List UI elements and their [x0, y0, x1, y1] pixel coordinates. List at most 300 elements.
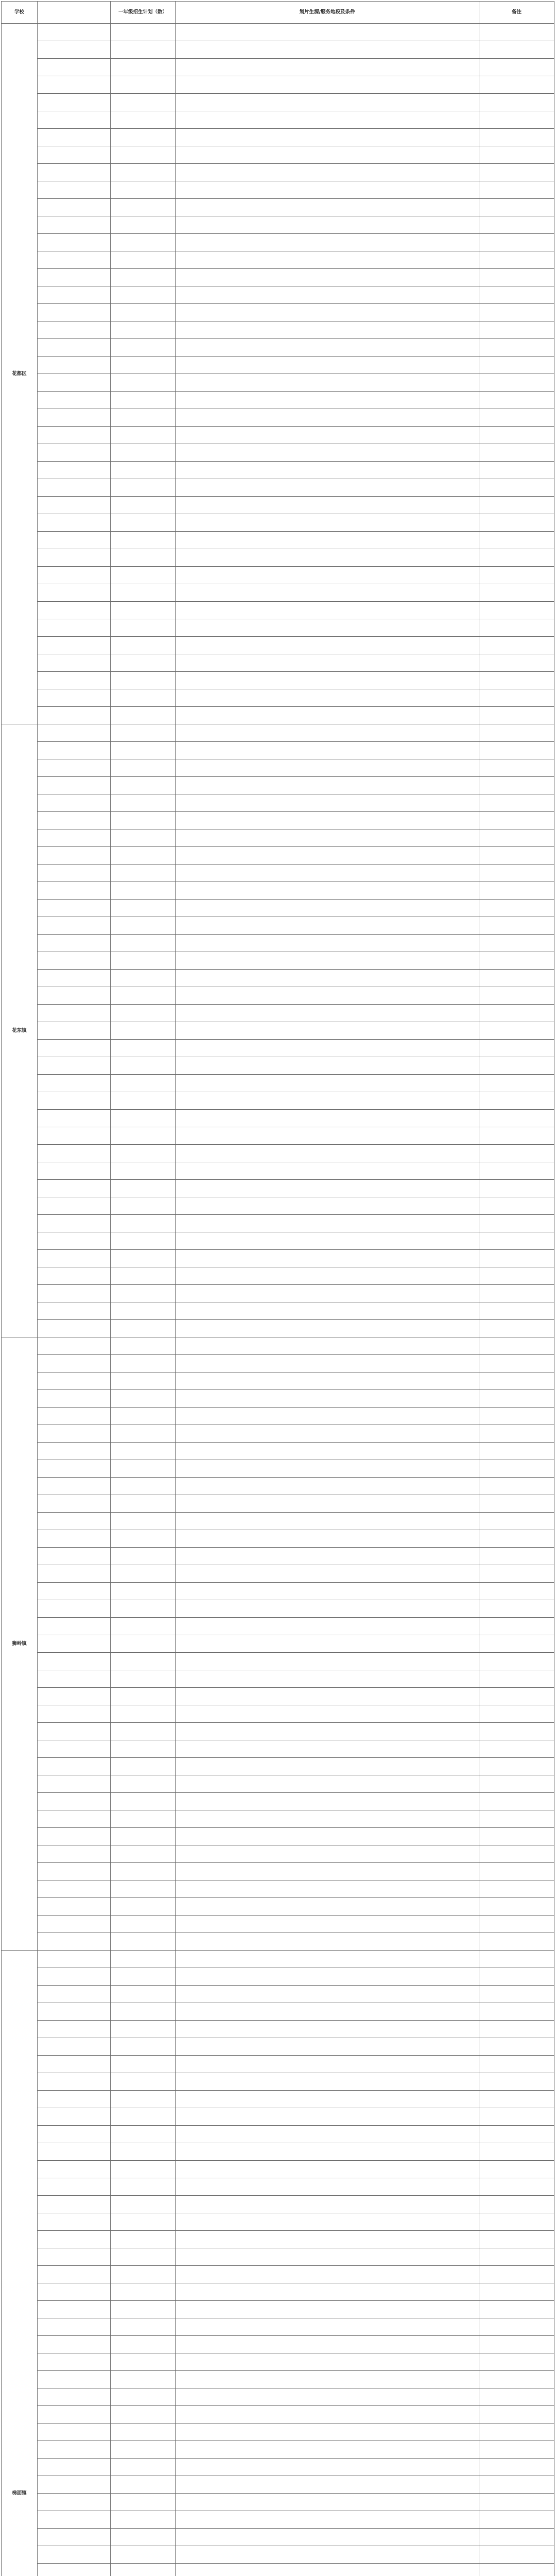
remark-cell: [479, 1758, 554, 1775]
table-row: [2, 2161, 554, 2178]
table-row: [2, 1215, 554, 1232]
quota-cell: [111, 637, 176, 654]
table-row: [2, 2266, 554, 2283]
area-cell: [176, 1197, 479, 1215]
table-row: [2, 1565, 554, 1583]
area-cell: [176, 1916, 479, 1933]
remark-cell: [479, 2161, 554, 2178]
header-area: 划片生源/服务地段及条件: [176, 2, 479, 24]
remark-cell: [479, 917, 554, 935]
area-cell: [176, 865, 479, 882]
table-row: [2, 865, 554, 882]
table-row: [2, 1075, 554, 1092]
quota-cell: [111, 2494, 176, 2511]
table-row: [2, 146, 554, 164]
area-cell: [176, 1408, 479, 1425]
school-name-cell: [38, 444, 111, 462]
remark-cell: [479, 672, 554, 689]
quota-cell: [111, 707, 176, 724]
area-cell: [176, 812, 479, 829]
school-name-cell: [38, 707, 111, 724]
table-row: [2, 1863, 554, 1880]
remark-cell: [479, 2318, 554, 2336]
area-cell: [176, 707, 479, 724]
area-cell: [176, 2476, 479, 2494]
quota-cell: [111, 1688, 176, 1705]
area-cell: [176, 1005, 479, 1022]
school-name-cell: [38, 1810, 111, 1828]
remark-cell: [479, 900, 554, 917]
table-row: [2, 654, 554, 672]
quota-cell: [111, 1530, 176, 1548]
table-row: [2, 2021, 554, 2038]
area-cell: [176, 847, 479, 865]
area-cell: [176, 689, 479, 707]
quota-cell: [111, 2021, 176, 2038]
remark-cell: [479, 1390, 554, 1408]
remark-cell: [479, 1180, 554, 1197]
area-cell: [176, 2073, 479, 2091]
table-row: [2, 619, 554, 637]
remark-cell: [479, 1793, 554, 1810]
remark-cell: [479, 2494, 554, 2511]
area-cell: [176, 1845, 479, 1863]
table-row: [2, 24, 554, 41]
quota-cell: [111, 1355, 176, 1372]
quota-cell: [111, 1968, 176, 1986]
table-row: [2, 1162, 554, 1180]
remark-cell: [479, 689, 554, 707]
table-row: [2, 2178, 554, 2196]
quota-cell: [111, 357, 176, 374]
remark-cell: [479, 2529, 554, 2546]
remark-cell: [479, 392, 554, 409]
remark-cell: [479, 1057, 554, 1075]
area-cell: [176, 1215, 479, 1232]
district-cell: 花都区: [2, 24, 38, 724]
school-name-cell: [38, 1425, 111, 1443]
area-cell: [176, 1828, 479, 1845]
remark-cell: [479, 1443, 554, 1460]
table-row: [2, 339, 554, 357]
area-cell: [176, 164, 479, 181]
remark-cell: [479, 2353, 554, 2371]
area-cell: [176, 1425, 479, 1443]
remark-cell: [479, 1933, 554, 1951]
area-cell: [176, 619, 479, 637]
table-row: [2, 321, 554, 339]
quota-cell: [111, 2301, 176, 2318]
remark-cell: [479, 2056, 554, 2073]
school-name-cell: [38, 462, 111, 479]
school-name-cell: [38, 392, 111, 409]
table-row: [2, 234, 554, 251]
quota-cell: [111, 1916, 176, 1933]
quota-cell: [111, 59, 176, 76]
quota-cell: [111, 1758, 176, 1775]
remark-cell: [479, 1548, 554, 1565]
remark-cell: [479, 234, 554, 251]
quota-cell: [111, 2546, 176, 2564]
area-cell: [176, 181, 479, 199]
school-name-cell: [38, 637, 111, 654]
table-row: [2, 987, 554, 1005]
table-row: [2, 286, 554, 304]
table-row: [2, 1688, 554, 1705]
school-name-cell: [38, 2091, 111, 2108]
school-name-cell: [38, 2073, 111, 2091]
area-cell: [176, 1653, 479, 1670]
quota-cell: [111, 567, 176, 584]
quota-cell: [111, 1740, 176, 1758]
area-cell: [176, 1162, 479, 1180]
quota-cell: [111, 2073, 176, 2091]
school-name-cell: [38, 1758, 111, 1775]
school-name-cell: [38, 1495, 111, 1513]
quota-cell: [111, 952, 176, 970]
remark-cell: [479, 2283, 554, 2301]
quota-cell: [111, 374, 176, 392]
quota-cell: [111, 1635, 176, 1653]
school-name-cell: [38, 164, 111, 181]
school-name-cell: [38, 917, 111, 935]
area-cell: [176, 2213, 479, 2231]
area-cell: [176, 602, 479, 619]
table-row: [2, 2371, 554, 2388]
remark-cell: [479, 724, 554, 742]
remark-cell: [479, 146, 554, 164]
school-name-cell: [38, 1145, 111, 1162]
quota-cell: [111, 1513, 176, 1530]
quota-cell: [111, 742, 176, 759]
remark-cell: [479, 216, 554, 234]
school-name-cell: [38, 2266, 111, 2283]
school-name-cell: [38, 1670, 111, 1688]
remark-cell: [479, 1986, 554, 2003]
school-name-cell: [38, 357, 111, 374]
table-row: [2, 2283, 554, 2301]
table-row: [2, 1127, 554, 1145]
quota-cell: [111, 1337, 176, 1355]
remark-cell: [479, 497, 554, 514]
table-row: [2, 357, 554, 374]
remark-cell: [479, 794, 554, 812]
remark-cell: [479, 94, 554, 111]
table-row: [2, 1443, 554, 1460]
area-cell: [176, 549, 479, 567]
quota-cell: [111, 1180, 176, 1197]
quota-cell: [111, 1880, 176, 1898]
school-name-cell: [38, 1127, 111, 1145]
table-row: [2, 2301, 554, 2318]
area-cell: [176, 374, 479, 392]
quota-cell: [111, 794, 176, 812]
remark-cell: [479, 2021, 554, 2038]
quota-cell: [111, 2143, 176, 2161]
area-cell: [176, 76, 479, 94]
quota-cell: [111, 2266, 176, 2283]
school-name-cell: [38, 952, 111, 970]
table-row: [2, 1653, 554, 1670]
area-cell: [176, 2301, 479, 2318]
quota-cell: [111, 1285, 176, 1302]
area-cell: [176, 1372, 479, 1390]
school-name-cell: [38, 1635, 111, 1653]
remark-cell: [479, 2248, 554, 2266]
area-cell: [176, 970, 479, 987]
quota-cell: [111, 2441, 176, 2459]
remark-cell: [479, 1880, 554, 1898]
area-cell: [176, 94, 479, 111]
school-name-cell: [38, 1565, 111, 1583]
school-name-cell: [38, 2494, 111, 2511]
table-row: [2, 2546, 554, 2564]
area-cell: [176, 2371, 479, 2388]
quota-cell: [111, 865, 176, 882]
remark-cell: [479, 199, 554, 216]
area-cell: [176, 742, 479, 759]
school-name-cell: [38, 1723, 111, 1740]
quota-cell: [111, 129, 176, 146]
table-row: [2, 1110, 554, 1127]
quota-cell: [111, 304, 176, 321]
area-cell: [176, 2161, 479, 2178]
table-row: [2, 1513, 554, 1530]
area-cell: [176, 2459, 479, 2476]
remark-cell: [479, 2371, 554, 2388]
table-row: [2, 829, 554, 847]
quota-cell: [111, 111, 176, 129]
area-cell: [176, 654, 479, 672]
table-row: [2, 514, 554, 532]
area-cell: [176, 1951, 479, 1968]
school-name-cell: [38, 532, 111, 549]
remark-cell: [479, 1145, 554, 1162]
school-name-cell: [38, 1548, 111, 1565]
quota-cell: [111, 321, 176, 339]
quota-cell: [111, 1092, 176, 1110]
remark-cell: [479, 1828, 554, 1845]
school-name-cell: [38, 987, 111, 1005]
school-name-cell: [38, 1285, 111, 1302]
table-row: [2, 1320, 554, 1337]
area-cell: [176, 129, 479, 146]
quota-cell: [111, 1863, 176, 1880]
area-cell: [176, 1075, 479, 1092]
table-row: [2, 2511, 554, 2529]
school-name-cell: [38, 2003, 111, 2021]
area-cell: [176, 1337, 479, 1355]
school-name-cell: [38, 2126, 111, 2143]
remark-cell: [479, 584, 554, 602]
school-name-cell: [38, 94, 111, 111]
school-name-cell: [38, 1653, 111, 1670]
table-row: [2, 2038, 554, 2056]
quota-cell: [111, 76, 176, 94]
school-name-cell: [38, 2388, 111, 2406]
quota-cell: [111, 2248, 176, 2266]
area-cell: [176, 2318, 479, 2336]
area-cell: [176, 2283, 479, 2301]
quota-cell: [111, 392, 176, 409]
remark-cell: [479, 181, 554, 199]
table-row: [2, 1267, 554, 1285]
area-cell: [176, 1460, 479, 1478]
remark-cell: [479, 24, 554, 41]
school-name-cell: [38, 129, 111, 146]
header-quota: 一年级招生计划（数）: [111, 2, 176, 24]
table-row: [2, 1460, 554, 1478]
area-cell: [176, 1267, 479, 1285]
remark-cell: [479, 882, 554, 900]
remark-cell: [479, 2441, 554, 2459]
area-cell: [176, 199, 479, 216]
quota-cell: [111, 672, 176, 689]
school-name-cell: [38, 2108, 111, 2126]
remark-cell: [479, 777, 554, 794]
school-name-cell: [38, 1740, 111, 1758]
quota-cell: [111, 1775, 176, 1793]
table-row: [2, 2318, 554, 2336]
remark-cell: [479, 2546, 554, 2564]
quota-cell: [111, 1110, 176, 1127]
remark-cell: [479, 654, 554, 672]
area-cell: [176, 1092, 479, 1110]
quota-cell: [111, 1197, 176, 1215]
remark-cell: [479, 164, 554, 181]
school-name-cell: [38, 812, 111, 829]
school-name-cell: [38, 1250, 111, 1267]
area-cell: [176, 1478, 479, 1495]
table-row: [2, 2529, 554, 2546]
area-cell: [176, 1758, 479, 1775]
quota-cell: [111, 24, 176, 41]
school-name-cell: [38, 847, 111, 865]
remark-cell: [479, 1460, 554, 1478]
remark-cell: [479, 1863, 554, 1880]
school-name-cell: [38, 76, 111, 94]
school-name-cell: [38, 1513, 111, 1530]
school-name-cell: [38, 2564, 111, 2576]
area-cell: [176, 1670, 479, 1688]
school-name-cell: [38, 181, 111, 199]
area-cell: [176, 41, 479, 59]
remark-cell: [479, 1705, 554, 1723]
remark-cell: [479, 1495, 554, 1513]
school-name-cell: [38, 146, 111, 164]
table-row: [2, 794, 554, 812]
area-cell: [176, 2178, 479, 2196]
area-cell: [176, 1583, 479, 1600]
quota-cell: [111, 847, 176, 865]
table-row: [2, 129, 554, 146]
quota-cell: [111, 234, 176, 251]
remark-cell: [479, 59, 554, 76]
table-row: [2, 952, 554, 970]
school-name-cell: [38, 1863, 111, 1880]
quota-cell: [111, 286, 176, 304]
school-name-cell: [38, 1215, 111, 1232]
remark-cell: [479, 1092, 554, 1110]
school-name-cell: [38, 1880, 111, 1898]
area-cell: [176, 2511, 479, 2529]
school-name-cell: [38, 2161, 111, 2178]
quota-cell: [111, 2476, 176, 2494]
school-name-cell: [38, 2301, 111, 2318]
quota-cell: [111, 2231, 176, 2248]
quota-cell: [111, 462, 176, 479]
area-cell: [176, 1355, 479, 1372]
area-cell: [176, 111, 479, 129]
school-name-cell: [38, 1320, 111, 1337]
remark-cell: [479, 1513, 554, 1530]
remark-cell: [479, 1267, 554, 1285]
table-row: [2, 2459, 554, 2476]
quota-cell: [111, 2161, 176, 2178]
school-name-cell: [38, 1092, 111, 1110]
area-cell: [176, 1320, 479, 1337]
quota-cell: [111, 2056, 176, 2073]
area-cell: [176, 2546, 479, 2564]
remark-cell: [479, 1635, 554, 1653]
area-cell: [176, 1548, 479, 1565]
remark-cell: [479, 374, 554, 392]
school-name-cell: [38, 619, 111, 637]
table-row: [2, 2073, 554, 2091]
area-cell: [176, 2441, 479, 2459]
school-name-cell: [38, 2546, 111, 2564]
table-row: [2, 724, 554, 742]
school-name-cell: [38, 1040, 111, 1057]
area-cell: [176, 2336, 479, 2353]
quota-cell: [111, 251, 176, 269]
remark-cell: [479, 1740, 554, 1758]
area-cell: [176, 1232, 479, 1250]
school-name-cell: [38, 2021, 111, 2038]
quota-cell: [111, 812, 176, 829]
table-row: [2, 2231, 554, 2248]
quota-cell: [111, 1057, 176, 1075]
table-row: [2, 497, 554, 514]
area-cell: [176, 2388, 479, 2406]
table-row: [2, 1530, 554, 1548]
school-name-cell: [38, 1460, 111, 1478]
remark-cell: [479, 2073, 554, 2091]
school-name-cell: [38, 584, 111, 602]
school-name-cell: [38, 1110, 111, 1127]
table-row: [2, 707, 554, 724]
quota-cell: [111, 2318, 176, 2336]
area-cell: [176, 882, 479, 900]
remark-cell: [479, 1408, 554, 1425]
table-row: [2, 111, 554, 129]
remark-cell: [479, 2266, 554, 2283]
quota-cell: [111, 1478, 176, 1495]
table-row: [2, 2564, 554, 2576]
remark-cell: [479, 2108, 554, 2126]
remark-cell: [479, 1845, 554, 1863]
school-name-cell: [38, 1688, 111, 1705]
area-cell: [176, 532, 479, 549]
school-name-cell: [38, 409, 111, 427]
area-cell: [176, 1513, 479, 1530]
school-name-cell: [38, 1600, 111, 1618]
table-row: [2, 41, 554, 59]
table-row: [2, 1355, 554, 1372]
area-cell: [176, 1127, 479, 1145]
school-name-cell: [38, 654, 111, 672]
remark-cell: [479, 2091, 554, 2108]
